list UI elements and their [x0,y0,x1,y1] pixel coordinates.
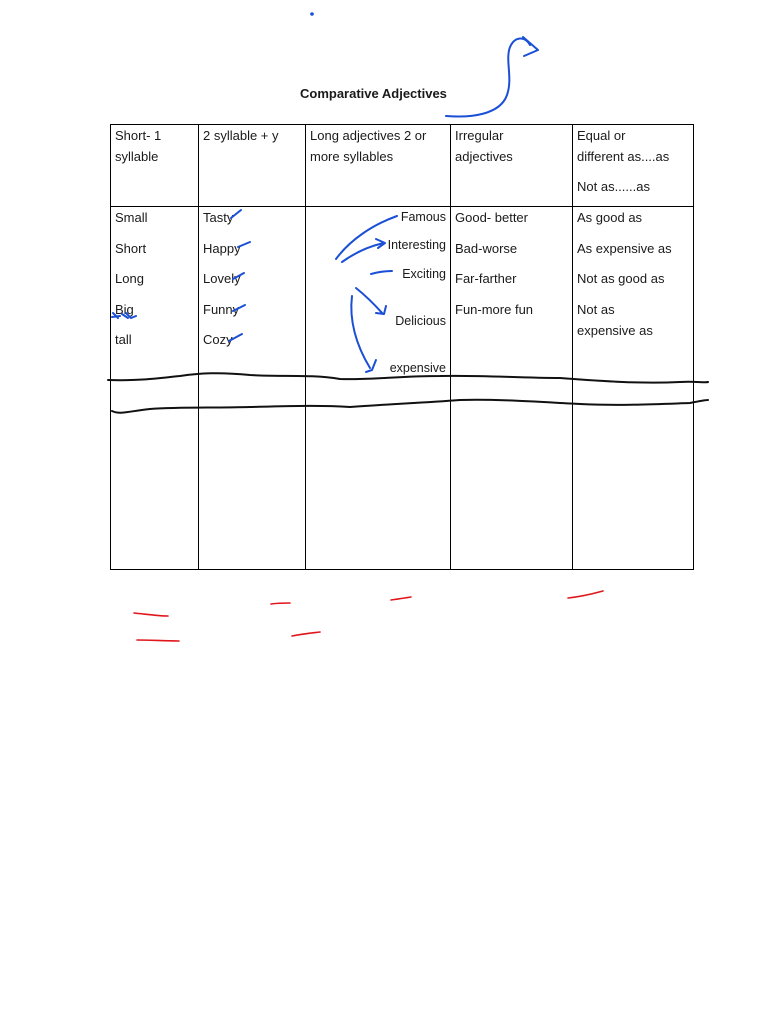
red-dash [137,640,179,641]
red-ink-marks [134,591,603,641]
red-dash [134,613,168,616]
list-item: As expensive as [577,240,672,256]
header-text: Short- 1 [115,128,162,143]
list-item: Long [115,271,144,286]
ink-arrow-title [446,37,538,117]
header-irregular [451,125,573,207]
table-body-row [111,207,694,570]
list-item: Not as good as [577,271,665,286]
list-item: Cozy [203,332,233,347]
list-item: Big [115,301,134,317]
list-item: Short [115,240,147,256]
cell-equal [573,207,694,570]
list-item: Small [115,210,148,225]
header-text: Not as......as [577,179,650,194]
header-two-syllable [199,125,306,207]
header-text: Irregular [455,128,504,143]
header-text: syllable [115,149,159,164]
list-item: Far-farther [455,271,517,286]
list-item: Famous [400,210,446,224]
list-item: As good as [577,210,643,225]
list-item: Not as [577,301,615,317]
cell-long [306,207,451,570]
page-title: Comparative Adjectives [300,86,447,101]
red-dash [292,632,320,636]
red-dash [568,591,603,598]
list-item: Happy [203,240,241,256]
header-text: 2 syllable + y [203,128,279,143]
list-item: Interesting [387,238,446,252]
header-text: Long adjectives 2 or [310,128,427,143]
cell-two-syllable [199,207,306,570]
adjectives-table [110,124,694,570]
list-item: Tasty [203,210,234,225]
table-header-row [111,125,694,207]
list-item: Bad-worse [455,240,518,256]
list-item: tall [115,332,132,347]
list-item: expensive [389,361,446,375]
header-text: different as....as [577,149,670,164]
list-item: expensive as [577,322,653,338]
cell-short [111,207,199,570]
header-text: more syllables [310,149,394,164]
list-item: Funny [203,301,240,317]
list-item: Fun-more fun [455,301,534,317]
header-text: adjectives [455,149,513,164]
header-long [306,125,451,207]
list-item: Good- better [455,210,528,225]
ink-dot [311,13,313,15]
header-short [111,125,199,207]
header-text: Equal or [577,128,626,143]
header-equal [573,125,694,207]
list-item: Lovely [203,271,241,286]
cell-irregular [451,207,573,570]
red-dash [391,597,411,600]
list-item: Delicious [395,314,446,328]
red-dash [271,603,290,604]
list-item: Exciting [402,267,446,281]
